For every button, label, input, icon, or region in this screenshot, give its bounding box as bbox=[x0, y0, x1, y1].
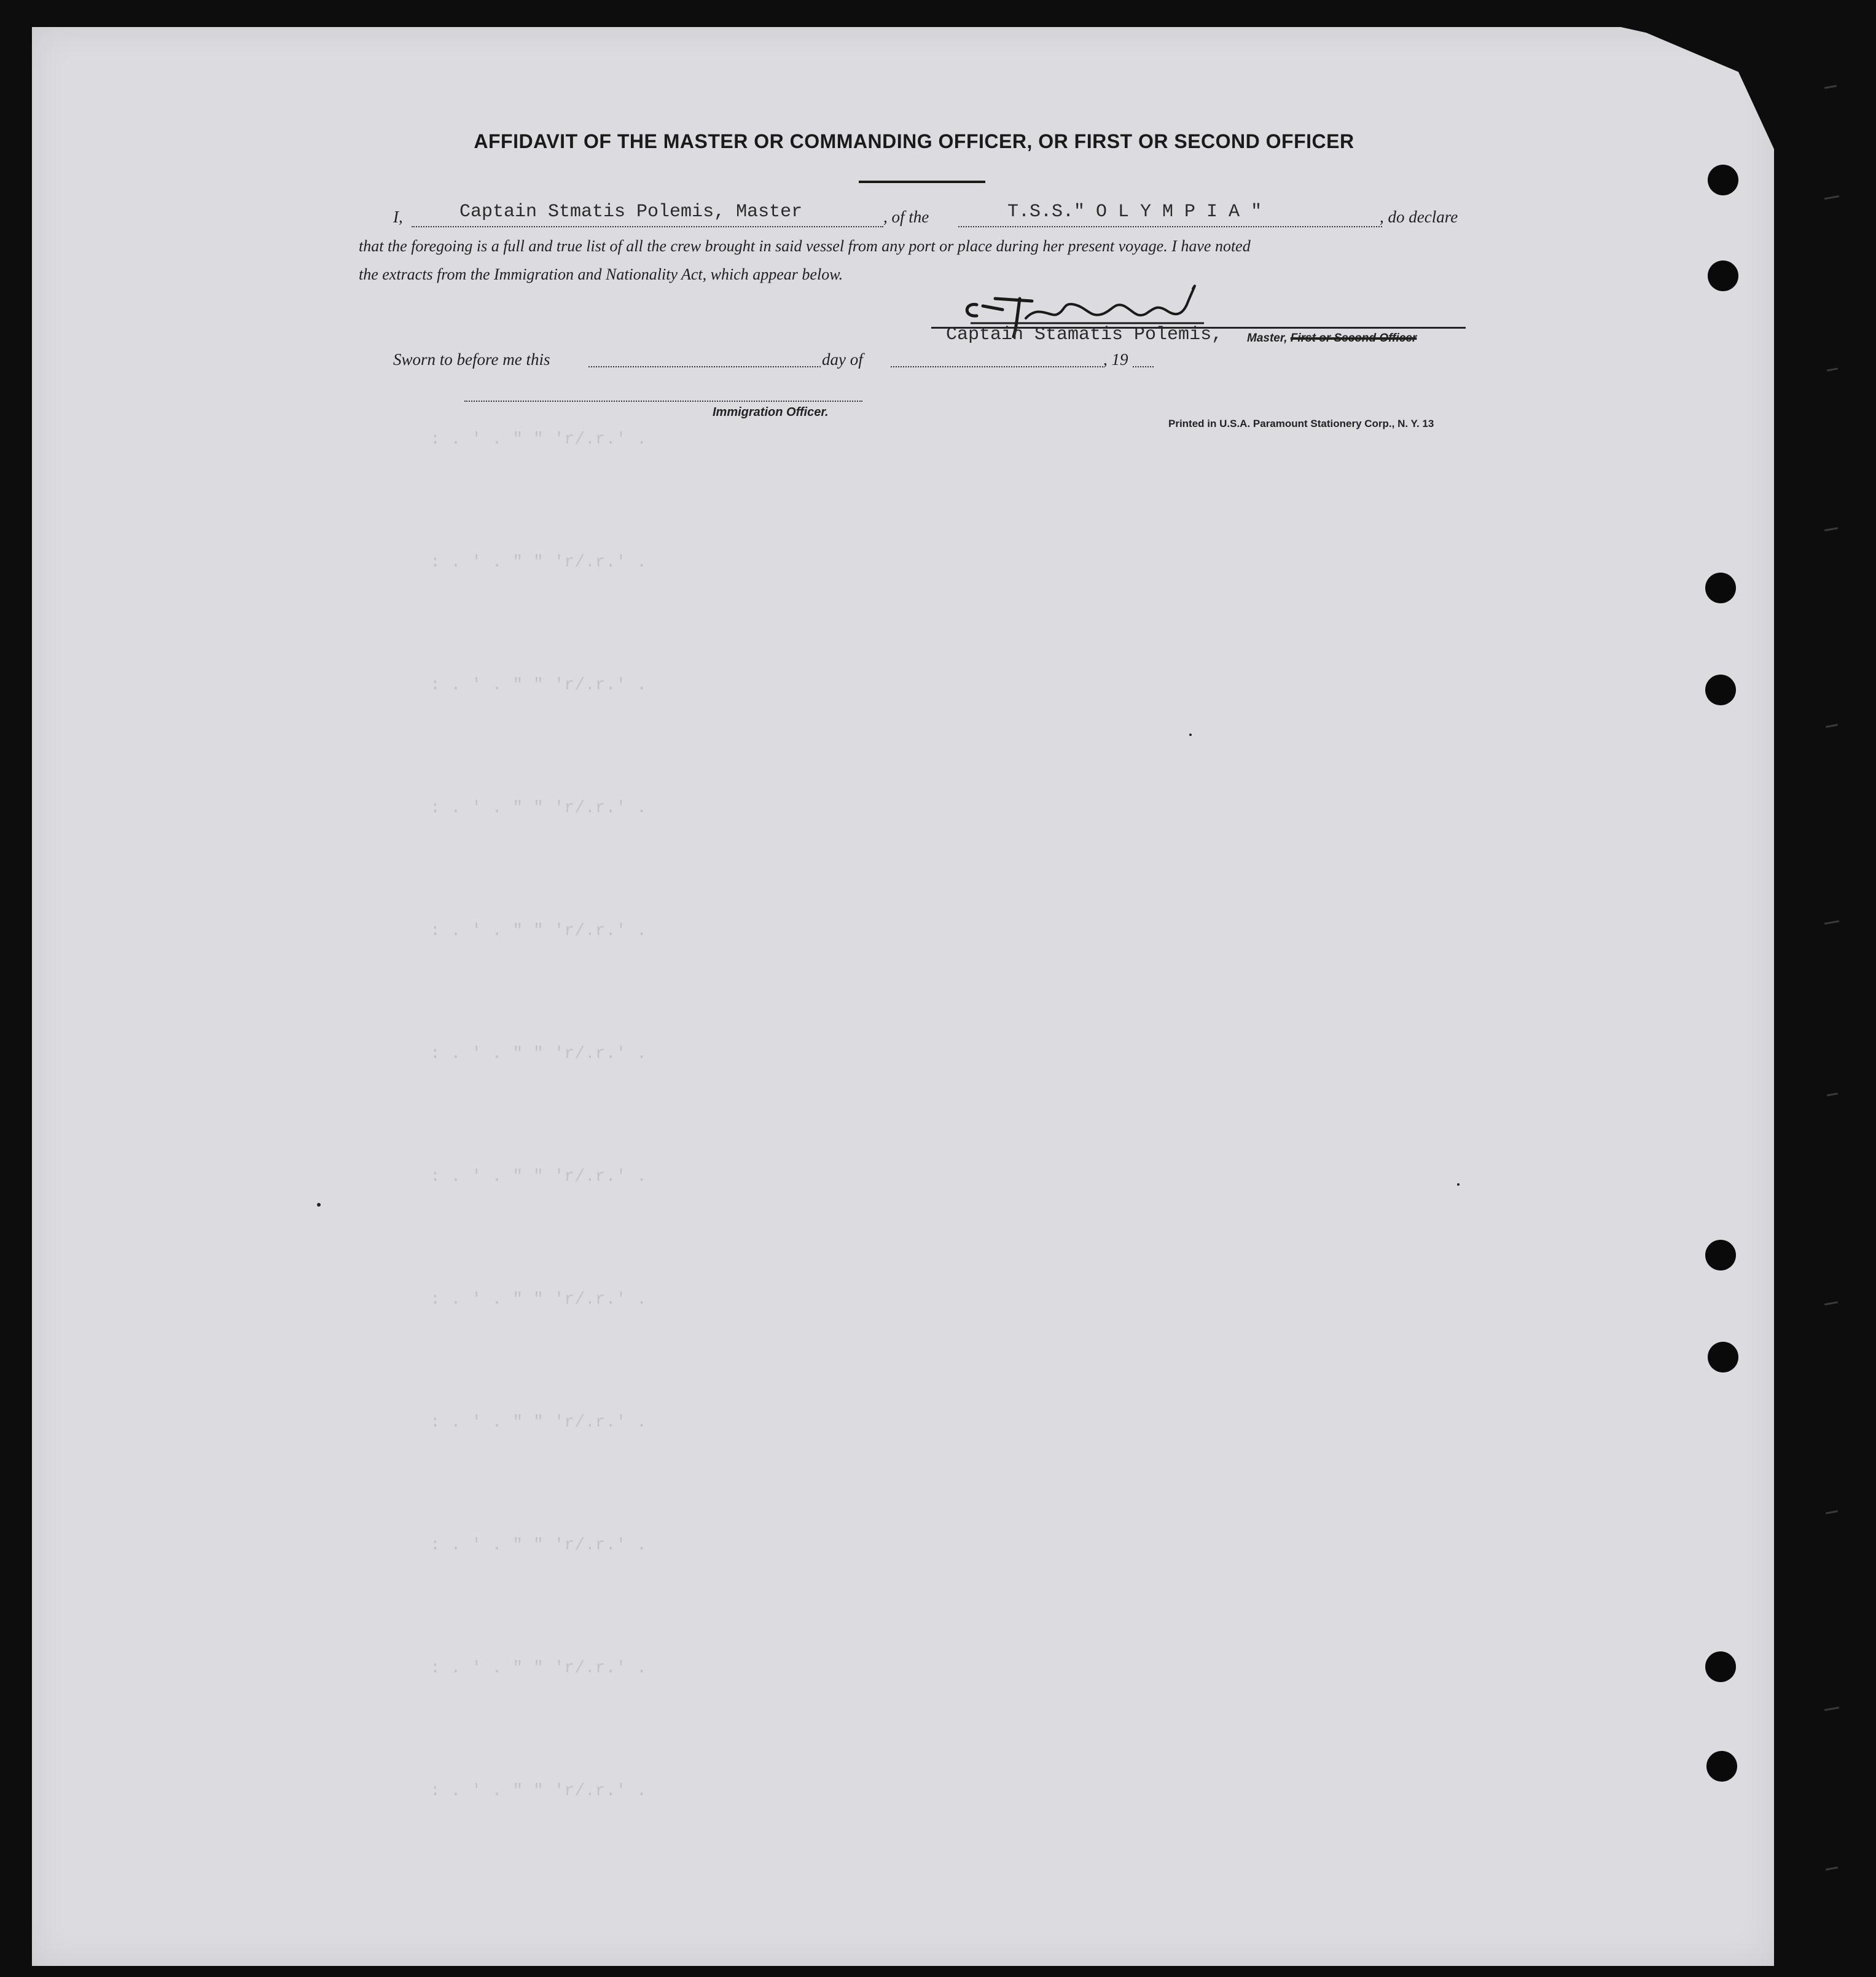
vessel-name: T.S.S." O L Y M P I A " bbox=[1007, 202, 1262, 222]
master-label: Master, bbox=[1247, 332, 1288, 345]
bleed-through: : . ' . " " 'r/.r.' . bbox=[430, 1536, 647, 1555]
year-prefix: , 19 bbox=[1103, 350, 1128, 369]
ink-speck bbox=[1457, 1183, 1460, 1186]
declarant-line bbox=[412, 226, 883, 227]
bleed-through: : . ' . " " 'r/.r.' . bbox=[430, 1044, 647, 1063]
affidavit-title: AFFIDAVIT OF THE MASTER OR COMMANDING OFFICER, OR FIRST OR SECOND OFFICER bbox=[474, 130, 1354, 152]
day-of-label: day of bbox=[822, 350, 863, 369]
punch-hole bbox=[1705, 675, 1736, 705]
printer-imprint: Printed in U.S.A. Paramount Stationery Corp., N. Y. 13 bbox=[1168, 418, 1434, 429]
signature-title bbox=[1247, 332, 1417, 345]
bleed-through: : . ' . " " 'r/.r.' . bbox=[430, 1290, 647, 1309]
punch-hole bbox=[1708, 260, 1738, 291]
immigration-officer-label: Immigration Officer. bbox=[713, 405, 829, 419]
ink-speck bbox=[317, 1203, 321, 1207]
of-the-label: , of the bbox=[883, 208, 929, 226]
month-line bbox=[891, 366, 1103, 367]
bleed-through: : . ' . " " 'r/.r.' . bbox=[430, 553, 647, 572]
bleed-through: : . ' . " " 'r/.r.' . bbox=[430, 1167, 647, 1186]
edge-marks bbox=[1818, 49, 1867, 1954]
sworn-label: Sworn to before me this bbox=[393, 350, 550, 369]
bleed-through: : . ' . " " 'r/.r.' . bbox=[430, 799, 647, 818]
punch-hole bbox=[1708, 1342, 1738, 1372]
sworn-date-line bbox=[588, 366, 821, 367]
bleed-through: : . ' . " " 'r/.r.' . bbox=[430, 1413, 647, 1432]
bleed-through: : . ' . " " 'r/.r.' . bbox=[430, 676, 647, 695]
punch-hole bbox=[1705, 573, 1736, 603]
year-line bbox=[1133, 366, 1154, 367]
signature-typed-name: Captain Stamatis Polemis, bbox=[946, 324, 1223, 345]
bleed-through: : . ' . " " 'r/.r.' . bbox=[430, 430, 647, 449]
title-underline bbox=[859, 181, 985, 183]
immigration-officer-line bbox=[464, 401, 862, 402]
struck-officer-label: First or Second Officer bbox=[1290, 332, 1417, 345]
declaration-line-3: the extracts from the Immigration and Nationality Act, which appear below. bbox=[359, 265, 843, 283]
document-page bbox=[32, 27, 1774, 1966]
declaration-line-2: that the foregoing is a full and true list of all the crew brought in said vessel from any port or place during her present voyage. I have noted bbox=[359, 237, 1251, 255]
do-declare-label: , do declare bbox=[1380, 208, 1458, 226]
punch-hole bbox=[1706, 1751, 1737, 1782]
declarant-name: Captain Stmatis Polemis, Master bbox=[459, 202, 803, 222]
intro-i: I, bbox=[393, 208, 403, 226]
ink-speck bbox=[1189, 734, 1192, 736]
vessel-line bbox=[958, 226, 1382, 227]
bleed-through: : . ' . " " 'r/.r.' . bbox=[430, 1659, 647, 1678]
bleed-through: : . ' . " " 'r/.r.' . bbox=[430, 1782, 647, 1801]
punch-hole bbox=[1705, 1651, 1736, 1682]
bleed-through: : . ' . " " 'r/.r.' . bbox=[430, 922, 647, 941]
punch-hole bbox=[1705, 1240, 1736, 1270]
punch-hole bbox=[1708, 165, 1738, 195]
